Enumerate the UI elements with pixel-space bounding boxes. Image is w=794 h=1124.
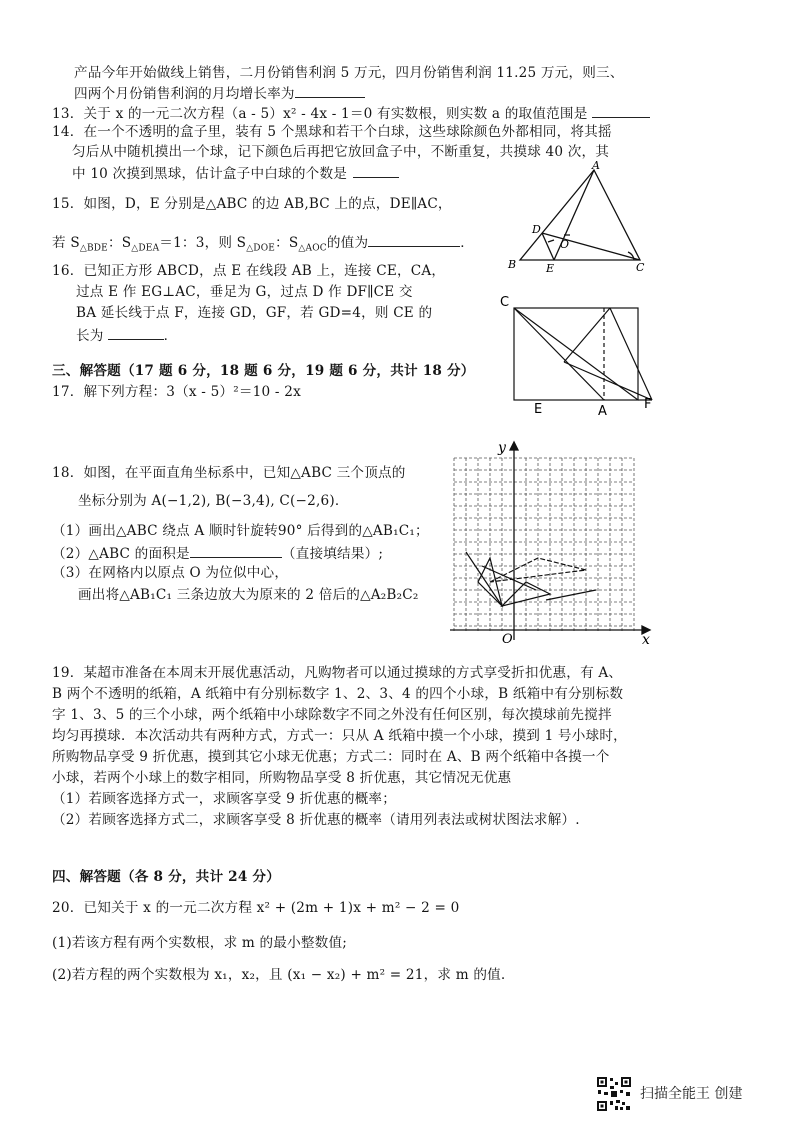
q15-t3: ＝1：3，则 S xyxy=(159,235,247,251)
segment-de xyxy=(542,233,554,260)
label-o: O xyxy=(560,238,570,251)
label-x: x xyxy=(642,632,650,646)
q16-line4: 长为 ． xyxy=(76,325,177,346)
q15-t2: ：S xyxy=(107,235,132,251)
label-e: E xyxy=(546,262,555,275)
label-o: O xyxy=(502,632,513,646)
segment-gf xyxy=(564,362,652,400)
q16-line3: BA 延长线于点 F，连接 GD，GF，若 GD=4，则 CE 的 xyxy=(76,305,433,321)
q15-s4: △AOC xyxy=(298,243,327,254)
angle-mark-c xyxy=(628,252,634,260)
q19-line2: B 两个不透明的纸箱，A 纸箱中有分别标数字 1、2、3、4 的四个小球，B 纸箱中有分别标数 xyxy=(52,686,624,702)
q15-t4: ：S xyxy=(275,235,299,251)
q15-answer-blank xyxy=(368,232,460,247)
q18-p2-tail: （直接填结果）; xyxy=(281,546,384,562)
label-a: A xyxy=(598,404,607,418)
section4-title: 四、解答题（各 8 分，共计 24 分） xyxy=(52,869,281,885)
grid-lines xyxy=(454,458,634,632)
qr-code-icon xyxy=(596,1076,632,1112)
q12-answer-blank xyxy=(295,83,365,98)
q19-line1: 19．某超市准备在本周末开展优惠活动，凡购物者可以通过摸球的方式享受折扣优惠，有 A、 xyxy=(52,665,623,681)
label-f: F xyxy=(644,397,652,412)
label-c: C xyxy=(636,261,645,274)
q18-p1: （1）画出△ABC 绕点 A 顺时针旋转90° 后得到的△AB₁C₁； xyxy=(52,523,429,539)
segment-df xyxy=(610,308,652,400)
segment-gd xyxy=(564,308,610,362)
q18-line1: 18．如图，在平面直角坐标系中，已知△ABC 三个顶点的 xyxy=(52,465,406,481)
label-e: E xyxy=(534,402,543,417)
q12-line1: 产品今年开始做线上销售，二月份销售利润 5 万元，四月份销售利润 11.25 万元，则三、 xyxy=(74,65,624,81)
q20-p2: (2)若方程的两个实数根为 x₁，x₂，且 (x₁ − x₂) + m² = 21，求 m 的值. xyxy=(52,967,506,983)
segment-ce xyxy=(514,308,604,400)
q17: 17．解下列方程：3（x - 5）²＝10 - 2x xyxy=(52,384,301,400)
q19-line6: 小球，若两个小球上的数字相同，所购物品享受 8 折优惠，其它情况无优惠 xyxy=(52,770,512,786)
q15-line2: 若 $S_{\triangle BDE}$：$S_{\triangle DEA}=1$：3，则 $S_{\triangle DOE}$：$S_{\triangle AOC}$的值为 ． xyxy=(52,232,474,259)
q18-grid-figure xyxy=(446,440,656,646)
q19-line3: 字 1、3、5 的三个小球，两个纸箱中小球除数字不同之外没有任何区别，每次摸球前先搅拌 xyxy=(52,707,612,723)
q18-p3a: （3）在网格内以原点 O 为位似中心， xyxy=(52,565,289,581)
q15-s2: △DEA xyxy=(131,243,160,254)
q19-line4: 均匀再摸球．本次活动共有两种方式，方式一：只从 A 纸箱中摸一个小球，摸到 1 号小球时， xyxy=(52,728,627,744)
q18-line2: 坐标分别为 A(−1,2), B(−3,4), C(−2,6)． xyxy=(78,493,349,509)
q16-square-figure xyxy=(494,290,664,418)
q13-answer-blank xyxy=(592,103,650,118)
section3-title: 三、解答题（17 题 6 分，18 题 6 分，19 题 6 分，共计 18 分） xyxy=(52,363,475,379)
label-y: y xyxy=(498,440,506,456)
q19-p1: （1）若顾客选择方式一，求顾客享受 9 折优惠的概率； xyxy=(52,791,396,807)
q13-text: 13．关于 x 的一元二次方程（a - 5）x² - 4x - 1＝0 有实数根，则实数 a 的取值范围是 xyxy=(52,106,588,122)
triangle-abc xyxy=(520,170,640,260)
q16-line2: 过点 E 作 EG⊥AC，垂足为 G，过点 D 作 DF∥CE 交 xyxy=(76,284,413,300)
label-b: B xyxy=(508,258,517,271)
q15-s3: △DOE xyxy=(246,243,276,254)
q18-p2-blank xyxy=(190,543,282,558)
q16-line1: 16．已知正方形 ABCD，点 E 在线段 AB 上，连接 CE，CA， xyxy=(52,263,446,279)
q14-line3-text: 中 10 次摸到黑球，估计盒子中白球的个数是 xyxy=(72,166,348,182)
q16-line4-text: 长为 xyxy=(76,328,104,344)
q20-p1: (1)若该方程有两个实数根，求 m 的最小整数值; xyxy=(52,935,348,951)
scratch-line-3 xyxy=(546,590,596,600)
q15-t5: 的值为 xyxy=(326,235,369,251)
q18-p3b: 画出将△AB₁C₁ 三条边放大为原来的 2 倍后的△A₂B₂C₂ xyxy=(78,587,419,603)
q16-answer-blank xyxy=(108,325,164,340)
q19-line5: 所购物品享受 9 折优惠，摸到其它小球无优惠；方式二：同时在 A、B 两个纸箱中各摸一个 xyxy=(52,749,610,765)
q12-line2 xyxy=(74,83,365,104)
q15-t1: 若 S xyxy=(52,235,80,251)
label-c: C xyxy=(500,295,510,310)
q14-answer-blank xyxy=(353,163,399,178)
q15-line1: 15．如图，D，E 分别是△ABC 的边 AB,BC 上的点，DE∥AC， xyxy=(52,196,452,212)
label-a: A xyxy=(592,160,600,172)
q15-s1: △BDE xyxy=(79,243,108,254)
label-d: D xyxy=(532,223,541,236)
q18-p2-text: （2）△ABC 的面积是 xyxy=(52,546,190,562)
watermark-text: 扫描全能王 创建 xyxy=(640,1086,743,1102)
q14-line3 xyxy=(72,163,399,184)
q15-triangle-figure xyxy=(502,160,652,275)
q20-stem: 20．已知关于 x 的一元二次方程 x² + (2m + 1)x + m² − 2 = 0 xyxy=(52,900,460,916)
q14-line2: 匀后从中随机摸出一个球，记下颜色后再把它放回盒子中，不断重复，共摸球 40 次，其 xyxy=(72,144,610,160)
q14-line1: 14．在一个不透明的盒子里，装有 5 个黑球和若干个白球，这些球除颜色外都相同，将其摇 xyxy=(52,124,612,140)
y-axis-arrow xyxy=(510,442,518,450)
segment-dc xyxy=(542,233,640,260)
q19-p2: （2）若顾客选择方式二，求顾客享受 8 折优惠的概率（请用列表法或树状图法求解）. xyxy=(52,812,580,828)
q12-line2-text: 四两个月份销售利润的月均增长率为 xyxy=(74,86,295,102)
q18-p2 xyxy=(52,543,383,564)
q13 xyxy=(52,103,650,124)
